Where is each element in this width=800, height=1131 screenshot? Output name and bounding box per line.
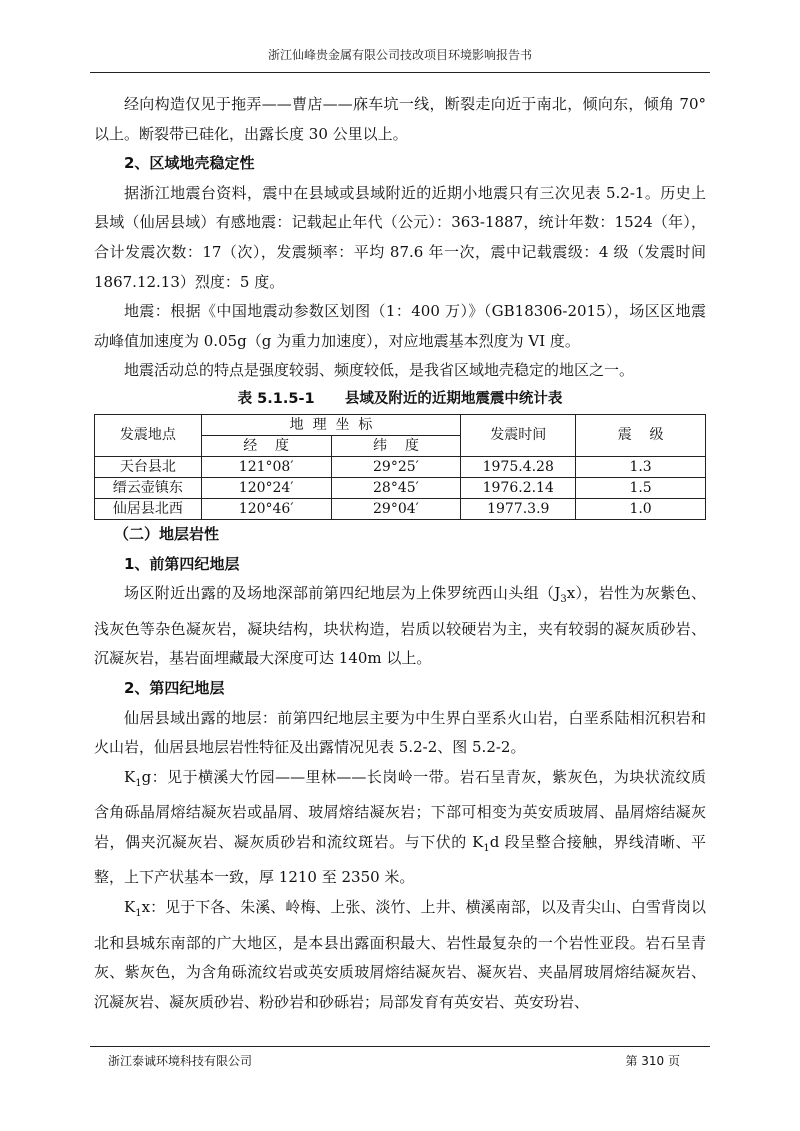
symbol-k: K: [124, 767, 136, 786]
text-run: d 段呈整合接触，界线清晰、平整，上下产状基本一致，厚 1210 至 2350 米。: [94, 832, 706, 887]
footer-company: 浙江泰诚环境科技有限公司: [108, 1054, 253, 1068]
cell-latitude: 29°25′: [331, 456, 461, 477]
cell-magnitude: 1.0: [576, 498, 706, 519]
footer-rule: [90, 1046, 710, 1047]
header-rule: [90, 72, 710, 73]
symbol-x: x: [141, 898, 151, 917]
text-run: 场区附近出露的及场地深部前第四纪地层为上侏罗统西山头组（J: [124, 584, 561, 603]
th-location: 发震地点: [95, 414, 202, 456]
paragraph-pre-quaternary: [94, 579, 706, 674]
subscript: 3: [560, 594, 567, 606]
text-run: x），岩性为灰紫色、浅灰色等杂色凝灰岩，凝块结构，块状构造，岩质以较硬岩为主，夹有较弱的凝灰质砂岩、沉凝灰岩，基岩面埋藏最大深度可达 140m 以上。: [94, 584, 706, 668]
section-heading-regional-stability: 2、区域地壳稳定性: [124, 154, 255, 173]
symbol-g: g: [141, 767, 152, 786]
cell-time: 1976.2.14: [461, 477, 576, 498]
cell-latitude: 29°04′: [331, 498, 461, 519]
cell-magnitude: 1.5: [576, 477, 706, 498]
subscript: 1: [135, 777, 142, 789]
cell-latitude: 28°45′: [331, 477, 461, 498]
section-heading-quaternary: 2、第四纪地层: [124, 678, 225, 697]
cell-magnitude: 1.3: [576, 456, 706, 477]
paragraph-county-strata: 仙居县域出露的地层：前第四纪地层主要为中生界白垩系火山岩，白垩系陆相沉积岩和火山岩，仙居县地层岩性特征及出露情况见表 5.2-2、图 5.2-2。: [94, 708, 706, 757]
th-time: 发震时间: [461, 414, 576, 456]
cell-longitude: 121°08′: [201, 456, 331, 477]
paragraph-k1g: [94, 763, 706, 893]
cell-longitude: 120°46′: [201, 498, 331, 519]
table-caption: 表 5.1.5-1 县域及附近的近期地震震中统计表: [237, 390, 563, 407]
paragraph-seismic-record: 据浙江地震台资料，震中在县域或县域附近的近期小地震只有三次见表 5.2-1。历史上县域（仙居县域）有感地震：记载起止年代（公元）：363-1887，统计年数：1524（年），合计发震次数：17（次），发震频率：平均 87.6 年一次，震中记载震级：4 级（发震时间 1867.12.13）烈度：5 度。: [94, 183, 706, 291]
paragraph-ground-motion: 地震：根据《中国地震动参数区划图（1：400 万）》（GB18306-2015），场区区地震动峰值加速度为 0.05g（g 为重力加速度），对应地震基本烈度为 VI 度。: [94, 302, 706, 350]
subscript: 1: [135, 908, 142, 920]
symbol-k: K: [124, 898, 136, 917]
th-coords: 地 理 坐 标: [201, 414, 461, 435]
earthquake-table: [94, 414, 706, 520]
section-heading-strata: （二）地层岩性: [114, 524, 220, 543]
th-longitude: 经 度: [201, 435, 331, 456]
cell-location: 天台县北: [95, 456, 202, 477]
cell-time: 1977.3.9: [461, 498, 576, 519]
table-row: [95, 477, 706, 498]
page-header: 浙江仙峰贵金属有限公司技改项目环境影响报告书: [267, 48, 532, 62]
page-number: 第 310 页: [625, 1054, 680, 1068]
document-body: [94, 90, 706, 1017]
cell-time: 1975.4.28: [461, 456, 576, 477]
subscript: 1: [483, 842, 490, 854]
paragraph-seismic-summary: 地震活动总的特点是强度较弱、频度较低，是我省区域地壳稳定的地区之一。: [124, 361, 635, 380]
text-run: ：见于下各、朱溪、岭梅、上张、淡竹、上井、横溪南部，以及青尖山、白雪背岗以北和县城东南部的广大地区，是本县出露面积最大、岩性最复杂的一个岩性亚段。岩石呈青灰、紫灰色，为含角砾流纹岩或英安质玻屑熔结凝灰岩、凝灰岩、夹晶屑玻屑熔结凝灰岩、沉凝灰岩、凝灰质砂岩、粉砂岩和砂砾岩；局部发育有英安岩、英安玢岩、: [94, 898, 706, 1011]
th-latitude: 纬 度: [331, 435, 461, 456]
table-row: [95, 456, 706, 477]
cell-location: 仙居县北西: [95, 498, 202, 519]
th-magnitude: 震 级: [576, 414, 706, 456]
section-heading-pre-quaternary: 1、前第四纪地层: [124, 554, 240, 573]
paragraph-k1x: [94, 893, 706, 1017]
text-run: ：见于横溪大竹园——里林——长岗岭一带。岩石呈青灰，紫灰色，为块状流纹质含角砾晶屑熔结凝灰岩或晶屑、玻屑熔结凝灰岩；下部可相变为英安质玻屑、晶屑熔结凝灰岩，偶夹沉凝灰岩、凝灰质砂岩和流纹斑岩。与下伏的 K: [94, 767, 706, 851]
cell-longitude: 120°24′: [201, 477, 331, 498]
cell-location: 缙云壶镇东: [95, 477, 202, 498]
paragraph-fault: 经向构造仅见于拖弄——曹店——庥车坑一线，断裂走向近于南北，倾向东，倾角 70°以上。断裂带已硅化，出露长度 30 公里以上。: [94, 95, 706, 143]
table-row: [95, 498, 706, 519]
